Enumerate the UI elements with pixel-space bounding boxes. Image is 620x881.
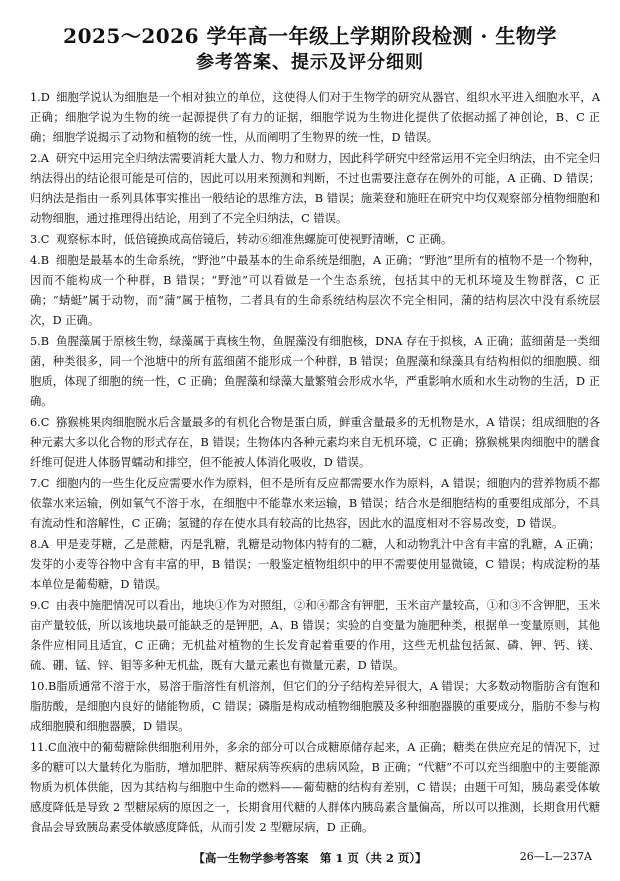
answer-item-3	[30, 230, 600, 250]
answer-item-6	[30, 413, 600, 473]
answer-explanation: 甲是麦芽糖，乙是蔗糖，丙是乳糖，乳糖是动物体内特有的二糖，人和动物乳汁中含有丰富的乳糖，A 正确；发芽的小麦等谷物中含有丰富的甲，B 错误；一般鉴定植物组织中的甲不需要使用显微镜，C 错误；构成淀粉的基本单位是葡萄糖，D 错误。	[30, 538, 600, 591]
answer-explanation: 研究中运用完全归纳法需要消耗大量人力、物力和财力，因此科学研究中经常运用不完全归纳法，由不完全归纳法得出的结论很可能是可信的，因此可以用来预测和判断，不过也需要注意存在例外的可能，A 正确、D 错误；归纳法是指由一系列具体事实推出一般结论的思维方法，B 错误；施莱登和施旺在研究中均仅观察部分植物细胞和动物细胞，通过推理得出结论，用到了不完全归纳法，C 错误。	[30, 152, 600, 225]
answer-item-7	[30, 474, 600, 534]
answer-explanation: 由表中施肥情况可以看出，地块①作为对照组，②和④都含有钾肥，玉米亩产量较高，①和③不含钾肥，玉米亩产量较低，所以该地块最可能缺乏的是钾肥，A、B 错误；实验的自变量为施肥种类，根据单一变量原则，其他条件应相同且适宜，C 正确；无机盐对植物的生长发育起着重要的作用，这些无机盐包括氮、磷、钾、钙、镁、硫、硼、锰、锌、钼等多种无机盐，既有大量元素也有微量元素，D 错误。	[30, 599, 600, 672]
answer-item-10	[30, 677, 600, 737]
answer-item-4	[30, 251, 600, 331]
answer-number: 1.D	[30, 91, 50, 104]
answer-explanation: 观察标本时，低倍镜换成高倍镜后，转动⑥细准焦螺旋可使视野清晰，C 正确。	[56, 233, 453, 246]
footer-page-label: 【高一生物学参考答案 第 1 页（共 2 页）】	[193, 851, 427, 865]
answer-item-9	[30, 596, 600, 676]
answer-explanation: 猕猴桃果肉细胞脱水后含量最多的有机化合物是蛋白质，鲜重含量最多的无机物是水，A 错误；组成细胞的各种元素大多以化合物的形式存在，B 错误；生物体内各种元素均来自无机环境，C 正确；猕猴桃果肉细胞中的膳食纤维可促进人体肠胃蠕动和排空，但不能被人体消化吸收，D 错误。	[30, 416, 600, 469]
answer-explanation: 脂质通常不溶于水，易溶于脂溶性有机溶剂，但它们的分子结构差异很大，A 错误；大多数动物脂肪含有饱和脂肪酸，是细胞内良好的储能物质，C 错误；磷脂是构成动植物细胞膜及多种细胞器膜的重要成分，脂肪不参与构成细胞膜和细胞器膜，D 错误。	[30, 680, 600, 733]
document-subtitle: 参考答案、提示及评分细则	[196, 52, 424, 73]
answer-number: 6.C	[30, 416, 50, 429]
answer-number: 10.B	[30, 680, 57, 693]
answer-explanation: 血液中的葡萄糖除供细胞利用外，多余的部分可以合成糖原储存起来，A 正确；糖类在供应充足的情况下，过多的糖可以大量转化为脂肪，增加肥胖、糖尿病等疾病的患病风险，B 正确；“代糖”不可以充当细胞中的主要能源物质为机体供能，因为其结构与细胞中生命的燃料——葡萄糖的结构有差别，C 错误；由题干可知，胰岛素受体敏感度降低是导致 2 型糖尿病的原因之一，长期食用代糖的人群体内胰岛素含量偏高，所以可以推测，长期食用代糖食品会导致胰岛素受体敏感度降低，从而引发 2 型糖尿病，D 正确。	[30, 741, 600, 834]
answer-number: 4.B	[30, 254, 50, 267]
answer-item-2	[30, 149, 600, 229]
answer-explanation: 细胞内的一些生化反应需要水作为原料，但不是所有反应都需要水作为原料，A 错误；细胞内的营养物质不都依靠水来运输，例如氧气不溶于水，在细胞中不能靠水来运输，B 错误；结合水是细胞结构的重要组成部分，不具有流动性和溶解性，C 正确；氢键的存在使水具有较高的比热容，因此水的温度相对不容易改变，D 错误。	[30, 477, 600, 530]
answer-explanation: 细胞是最基本的生命系统，“野池”中最基本的生命系统是细胞，A 正确；“野池”里所有的植物不是一个物种，因而不能构成一个种群，B 错误；“野池”可以看做是一个生态系统，包括其中的无机环境及生物群落，C 正确；“蜻蜓”属于动物，而“蒲”属于植物，二者具有的生命系统结构层次不完全相同，蒲的结构层次中没有系统层次，D 正确。	[30, 254, 600, 327]
answer-item-5	[30, 332, 600, 412]
answer-number: 8.A	[30, 538, 49, 551]
answer-list	[30, 88, 600, 839]
document-title: 2025～2026 学年高一年级上学期阶段检测 · 生物学	[63, 24, 557, 48]
answer-number: 7.C	[30, 477, 50, 490]
answer-number: 11.C	[30, 741, 57, 754]
answer-number: 5.B	[30, 335, 50, 348]
answer-item-1	[30, 88, 600, 148]
answer-explanation: 细胞学说认为细胞是一个相对独立的单位，这使得人们对于生物学的研究从器官、组织水平进入细胞水平，A 正确；细胞学说为生物的统一起源提供了有力的证据，细胞学说为生物进化提供了依据动摇了神创论，B、C 正确；细胞学说揭示了动物和植物的统一性，从而阐明了生物界的统一性，D 错误。	[30, 91, 600, 144]
answer-item-11	[30, 738, 600, 838]
answer-number: 2.A	[30, 152, 49, 165]
answer-item-8	[30, 535, 600, 595]
answer-explanation: 鱼腥藻属于原核生物，绿藻属于真核生物，鱼腥藻没有细胞核，DNA 存在于拟核，A 正确；蓝细菌是一类细菌，种类很多，同一个池塘中的所有蓝细菌不能形成一个种群，B 错误；鱼腥藻和绿藻具有结构相似的细胞膜、细胞质，体现了细胞的统一性，C 正确；鱼腥藻和绿藻大量繁殖会形成水华，严重影响水质和水生动物的生活，D 正确。	[30, 335, 600, 408]
answer-number: 9.C	[30, 599, 50, 612]
answer-number: 3.C	[30, 233, 50, 246]
footer-code: 26—L—237A	[519, 850, 592, 863]
